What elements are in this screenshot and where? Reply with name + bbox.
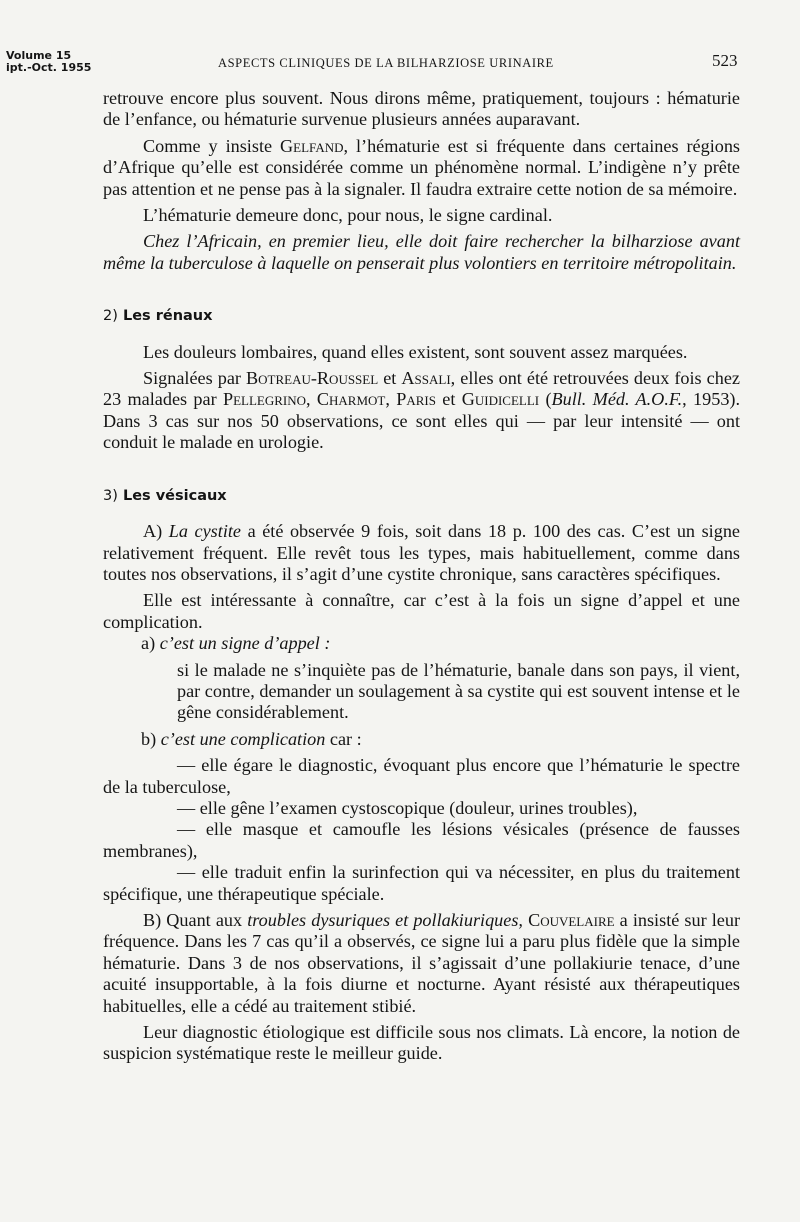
paragraph: Les douleurs lombaires, quand elles existent, sont souvent assez marquées. <box>143 341 688 362</box>
paragraph-emphasis: Chez l’Africain, en premier lieu, elle doit faire rechercher la bilharziose avant même la tuberculose à laquelle on penserait plus volontiers en territoire métropolitain. <box>103 231 740 273</box>
paragraph: B) Quant aux troubles dysuriques et pollakiuriques, Couvelaire a insisté sur leur fréquence. Dans les 7 cas qu’il a observés, ce signe lui a paru plus fidèle que la simple hématurie. Dans 3 de nos observations, il s’agissait d’une pollakiurie tenace, d’une acuité insupportable, à la fois diurne et nocturne. Ayant résisté aux thérapeutiques habituelles, elle a cédé au traitement stibié. <box>103 910 741 1016</box>
dash-item: — elle traduit enfin la surinfection qui va nécessiter, en plus du traitement spécifique, une thérapeutique spéciale. <box>103 862 740 904</box>
dash-item: — elle masque et camoufle les lésions vésicales (présence de fausses membranes), <box>103 819 740 861</box>
paragraph: Elle est intéressante à connaître, car c’est à la fois un signe d’appel et une complication. <box>103 590 740 632</box>
paragraph: Signalées par Botreau-Roussel et Assali, elles ont été retrouvées deux fois chez 23 malades par Pellegrino, Charmot, Paris et Guidicelli (Bull. Méd. A.O.F., 1953). Dans 3 cas sur nos 50 observations, ce sont elles qui — par leur intensité — ont conduit le malade en urologie. <box>103 368 741 453</box>
paragraph: A) La cystite a été observée 9 fois, soit dans 18 p. 100 des cas. C’est un signe relativement fréquent. Elle revêt tous les types, mais habituellement, comme dans toutes nos observations, il s’agit d’une cystite chronique, sans caractères spécifiques. <box>103 521 740 584</box>
volume-info <box>6 50 91 74</box>
list-item-label: b) c’est une complication car : <box>141 728 362 749</box>
list-item-label: a) c’est un signe d’appel : <box>141 633 331 654</box>
paragraph: Leur diagnostic étiologique est difficile sous nos climats. Là encore, la notion de suspicion systématique reste le meilleur guide. <box>103 1022 740 1064</box>
paragraph: L’hématurie demeure donc, pour nous, le signe cardinal. <box>143 205 553 226</box>
dash-item: — elle égare le diagnostic, évoquant plus encore que l’hématurie le spectre de la tuberculose, <box>103 755 740 797</box>
section-heading: 3) Les vésicaux <box>103 487 227 504</box>
list-item-text: si le malade ne s’inquiète pas de l’hématurie, banale dans son pays, il vient, par contre, demander un soulagement à sa cystite qui est souvent intense et le gêne considérablement. <box>177 659 740 723</box>
body-text <box>103 88 740 1065</box>
section-heading: 2) Les rénaux <box>103 308 213 325</box>
paragraph: retrouve encore plus souvent. Nous dirons même, pratiquement, toujours : hématurie de l’enfance, ou hématurie survenue plusieurs années auparavant. <box>103 88 740 130</box>
paragraph: Comme y insiste Gelfand, l’hématurie est si fréquente dans certaines régions d’Afrique qu’elle est considérée comme un phénomène normal. L’indigène n’y prête pas attention et ne pense pas à la signaler. Il faudra extraire cette notion de sa mémoire. <box>103 135 741 199</box>
volume-label: Volume 15 <box>6 49 72 62</box>
issue-label: ipt.-Oct. 1955 <box>6 61 92 74</box>
page-number: 523 <box>712 51 738 70</box>
dash-item: — elle gêne l’examen cystoscopique (douleur, urines troubles), <box>177 797 638 818</box>
running-title: ASPECTS CLINIQUES DE LA BILHARZIOSE URINAIRE <box>218 56 554 70</box>
